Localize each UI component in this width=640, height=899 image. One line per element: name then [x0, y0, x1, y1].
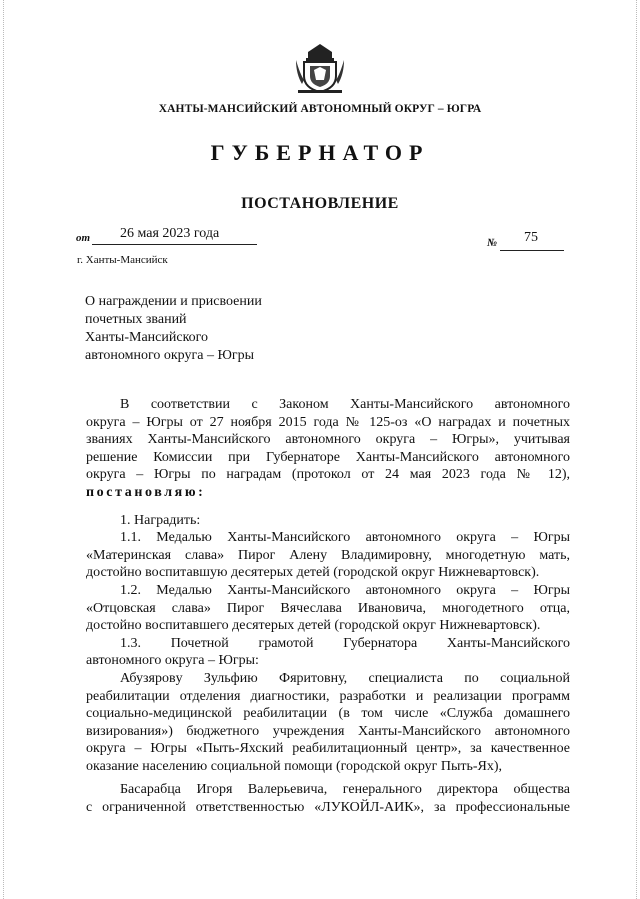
item-1-1-line: 1.1. Медалью Ханты-Мансийского автономного округа – Югры: [120, 530, 570, 546]
preamble-line: округа – Югры по наградам (протокол от 24 мая 2023 года № 12),: [86, 467, 570, 483]
decree-subject: [85, 293, 262, 365]
recipient-2-line: Басарабца Игоря Валерьевича, генерального директора общества: [120, 782, 570, 798]
item-1-2-line: достойно воспитавшего десятерых детей (городской округ Нижневартовск).: [86, 618, 541, 634]
recipient-2-line: с ограниченной ответственностью «ЛУКОЙЛ-АИК», за профессиональные: [86, 800, 570, 816]
item-1-1-line: «Материнская слава» Пирог Алену Владимировну, многодетную мать,: [86, 547, 570, 563]
subject-line: почетных званий: [85, 312, 187, 327]
decree-number: 75: [524, 230, 538, 245]
recipient-1-line: оказание населению социальной помощи (городской округ Пыть-Ях),: [86, 758, 503, 774]
region-title: ХАНТЫ-МАНСИЙСКИЙ АВТОНОМНЫЙ ОКРУГ – ЮГРА: [158, 103, 482, 115]
coat-of-arms-icon: [294, 40, 346, 94]
number-underline: [500, 250, 564, 251]
recipient-1-line: округа – Югры «Пыть-Яхский реабилитационный центр», за качественное: [86, 741, 570, 757]
number-prefix: №: [487, 237, 498, 249]
subject-line: автономного округа – Югры: [85, 348, 254, 363]
preamble-line: званиях Ханты-Мансийского автономного округа – Югры», учитывая: [86, 432, 570, 448]
date-underline: [92, 244, 257, 245]
recipient-1-line: реабилитации отделения диагностики, разработки и реализации программ: [86, 688, 570, 704]
decree-title: ПОСТАНОВЛЕНИЕ: [241, 195, 399, 212]
item-1-3-line: 1.3. Почетной грамотой Губернатора Ханты-Мансийского: [120, 635, 570, 651]
recipient-1-line: Абузяровy Зульфию Фяритовну, специалиста по социальной: [120, 670, 570, 686]
subject-line: Ханты-Мансийского: [85, 330, 209, 345]
item-1-1-line: достойно воспитавшую десятерых детей (городской округ Нижневартовск).: [86, 565, 540, 581]
preamble-line: В соответствии с Законом Ханты-Мансийского автономного: [120, 397, 570, 412]
subject-line: О награждении и присвоении: [85, 294, 262, 309]
governor-title: ГУБЕРНАТОР: [210, 140, 430, 165]
scan-edge-left: [0, 0, 4, 899]
item-1-2-line: 1.2. Медалью Ханты-Мансийского автономного округа – Югры: [120, 582, 570, 598]
item-1-2-line: «Отцовская слава» Пирог Вячеслава Ивановича, многодетного отца,: [86, 600, 570, 616]
recipient-1-line: социально-медицинской реабилитации (в том числе «Служба домашнего: [86, 706, 570, 722]
date-prefix: от: [76, 232, 91, 244]
city-name: г. Ханты-Мансийск: [77, 254, 168, 266]
item-1-3-line: автономного округа – Югры:: [86, 653, 259, 669]
preamble-line: округа – Югры от 27 ноября 2015 года № 125-оз «О наградах и почетных: [86, 414, 570, 430]
decree-body: [86, 396, 570, 817]
decree-date: 26 мая 2023 года: [120, 226, 220, 241]
preamble-line: решение Комиссии при Губернаторе Ханты-Мансийского автономного: [86, 449, 570, 465]
resolve-word: постановляю:: [86, 484, 206, 500]
recipient-1-line: визирования») бюджетного учреждения Ханты-Мансийского автономного: [86, 723, 570, 739]
scan-edge-right: [636, 0, 640, 899]
award-heading: 1. Наградить:: [120, 512, 201, 528]
